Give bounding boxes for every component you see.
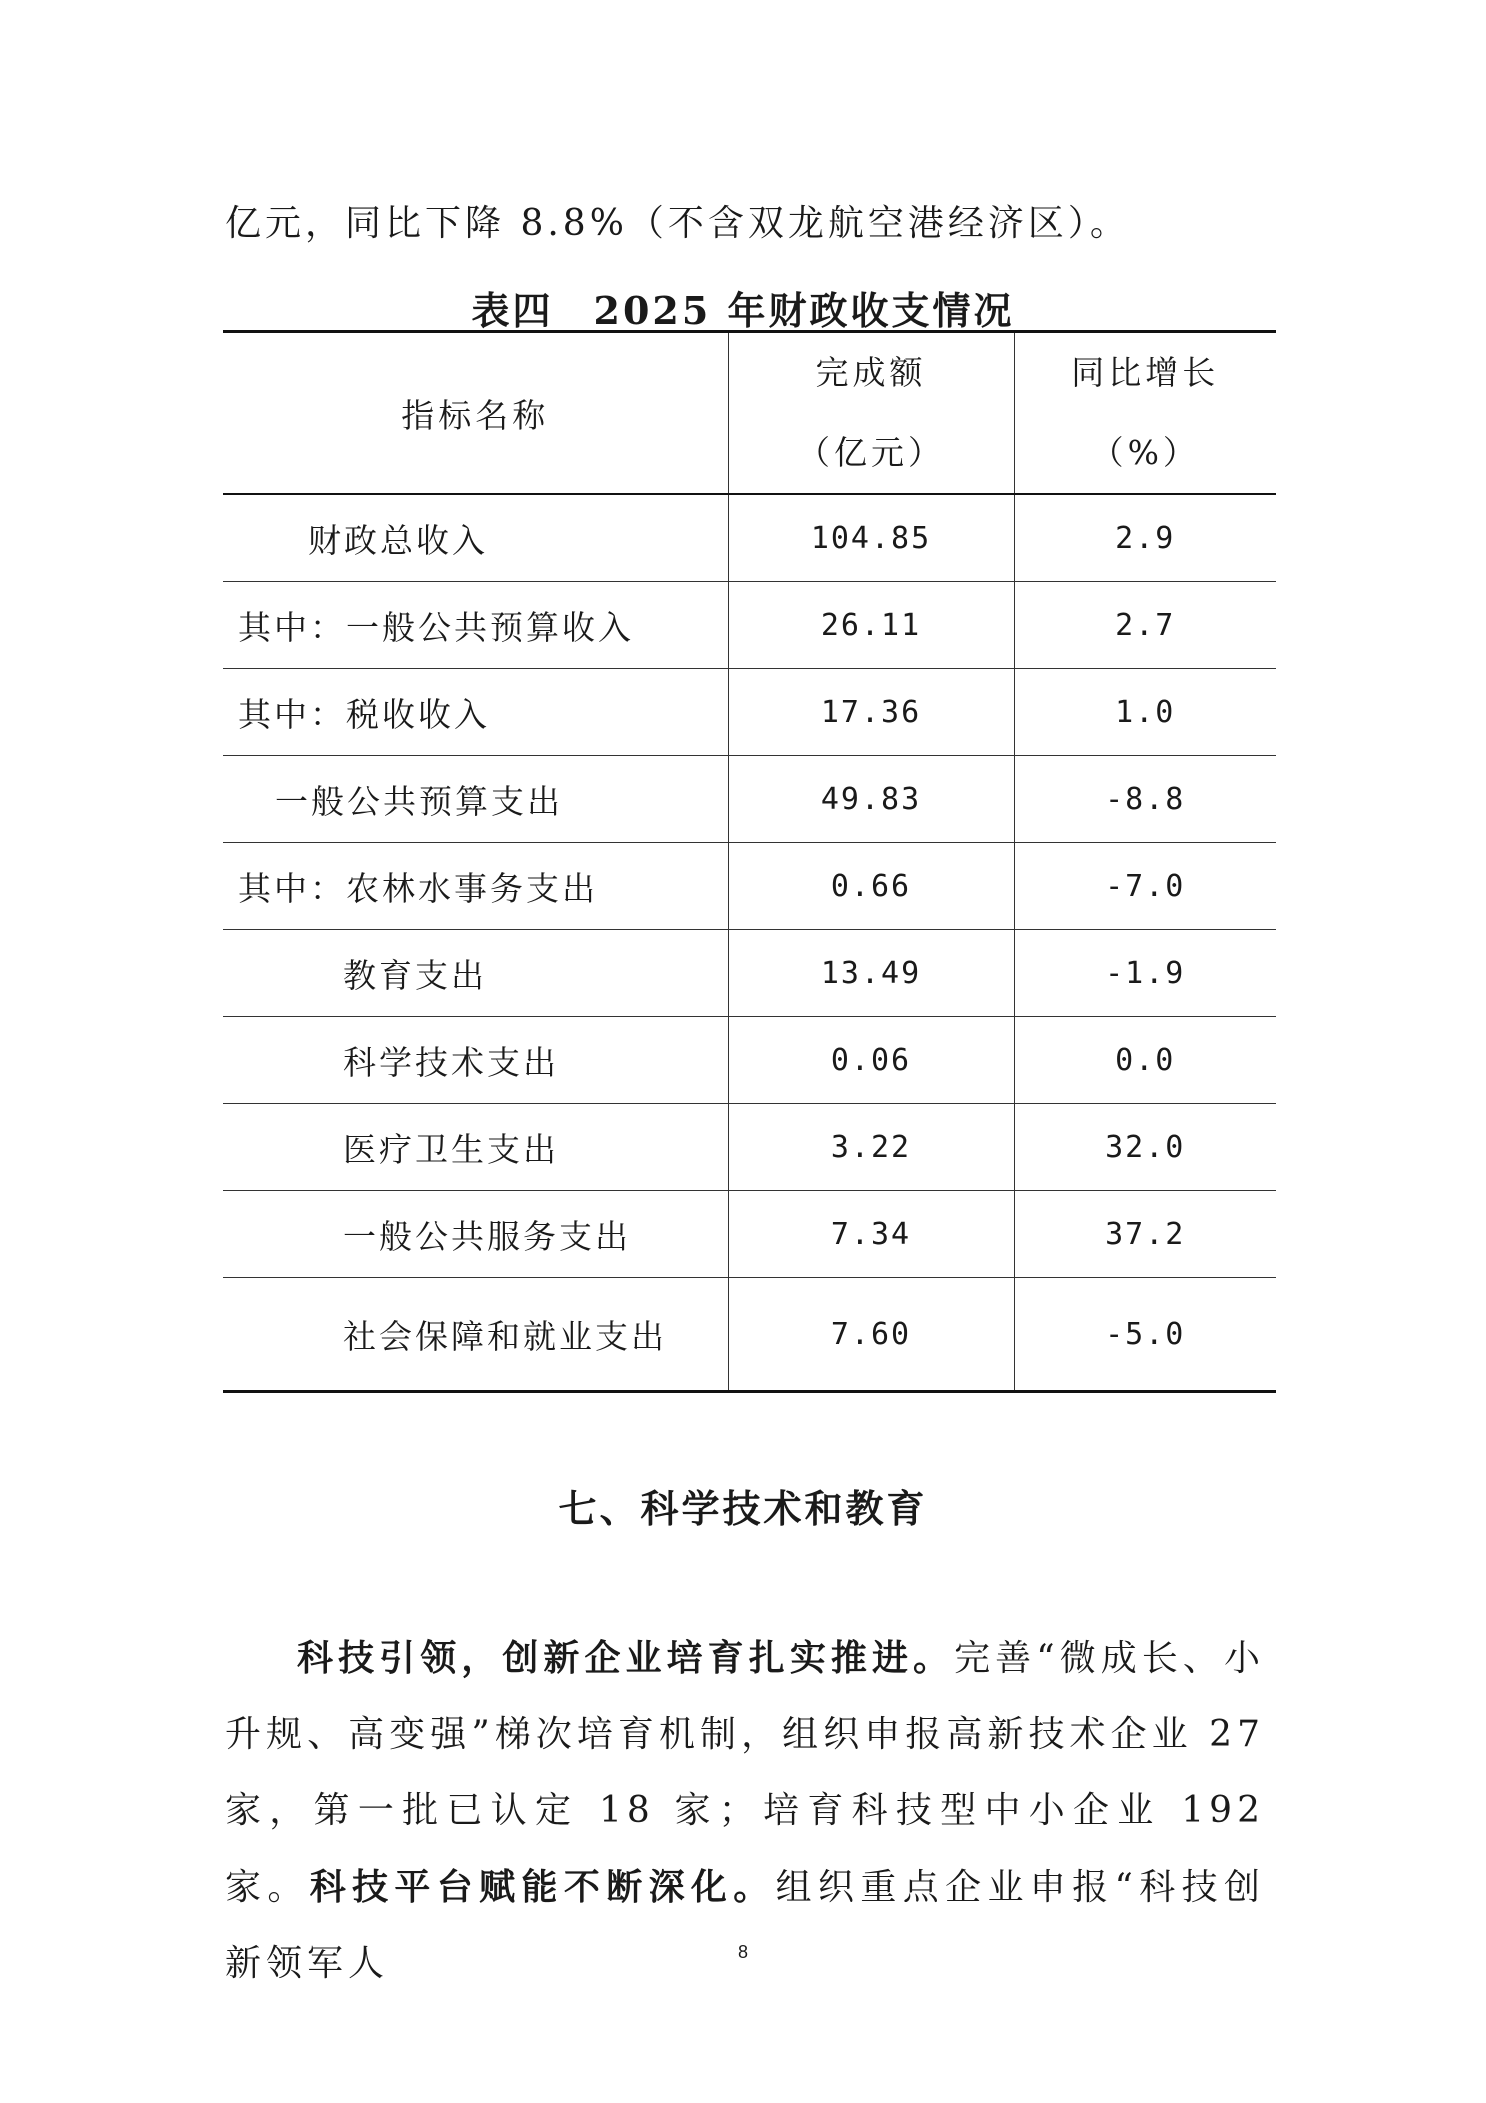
- paragraph-text: 完善“微成长、小升规、高变强”梯次培育机制，组织申报高新技术企业 27 家，第一批已认定 18 家；培育科技型中小企业 192 家。: [225, 1638, 1265, 1908]
- row-name: 其中：税收收入: [223, 669, 728, 756]
- header-indicator-name: 指标名称: [223, 332, 728, 495]
- row-name: 一般公共服务支出: [223, 1191, 728, 1278]
- table-row: [223, 1017, 1276, 1104]
- table-row: [223, 582, 1276, 669]
- row-growth: -5.0: [1014, 1278, 1276, 1392]
- continued-text-line: 亿元，同比下降 8.8%（不含双龙航空港经济区）。: [225, 203, 1130, 244]
- row-name: 社会保障和就业支出: [223, 1278, 728, 1392]
- row-amount: 13.49: [728, 930, 1014, 1017]
- row-growth: -1.9: [1014, 930, 1276, 1017]
- table-title-text: 2025 年财政收支情况: [593, 288, 1015, 333]
- table-row: [223, 756, 1276, 843]
- row-growth: 0.0: [1014, 1017, 1276, 1104]
- header-growth: [1014, 332, 1276, 495]
- section-heading: 七、科学技术和教育: [558, 1486, 928, 1531]
- paragraph-lead-bold: 科技引领，创新企业培育扎实推进。: [297, 1637, 955, 1679]
- header-amount: [728, 332, 1014, 495]
- row-amount: 104.85: [728, 494, 1014, 582]
- row-growth: 2.7: [1014, 582, 1276, 669]
- row-amount: 7.34: [728, 1191, 1014, 1278]
- table-title: [0, 280, 1486, 335]
- row-growth: 37.2: [1014, 1191, 1276, 1278]
- table-row: [223, 930, 1276, 1017]
- row-name: 其中：一般公共预算收入: [223, 582, 728, 669]
- fiscal-table: [223, 330, 1276, 1393]
- row-amount: 3.22: [728, 1104, 1014, 1191]
- table-title-number: 表四: [471, 288, 554, 333]
- paragraph-text: 组织重点企业申报“科技创新领军人: [225, 1867, 1265, 1984]
- row-amount: 0.66: [728, 843, 1014, 930]
- row-growth: 32.0: [1014, 1104, 1276, 1191]
- row-amount: 49.83: [728, 756, 1014, 843]
- header-growth-unit: （%）: [1090, 433, 1200, 472]
- table-header-row: [223, 332, 1276, 495]
- header-growth-label: 同比增长: [1071, 353, 1220, 392]
- row-growth: 1.0: [1014, 669, 1276, 756]
- table-row: [223, 669, 1276, 756]
- row-amount: 0.06: [728, 1017, 1014, 1104]
- row-amount: 7.60: [728, 1278, 1014, 1392]
- row-name: 一般公共预算支出: [223, 756, 728, 843]
- row-name: 财政总收入: [223, 494, 728, 582]
- table-row: [223, 1191, 1276, 1278]
- table-row: [223, 843, 1276, 930]
- header-amount-label: 完成额: [815, 353, 927, 392]
- row-growth: -8.8: [1014, 756, 1276, 843]
- row-name: 医疗卫生支出: [223, 1104, 728, 1191]
- row-name: 其中：农林水事务支出: [223, 843, 728, 930]
- row-name: 科学技术支出: [223, 1017, 728, 1104]
- table-row: [223, 1278, 1276, 1392]
- row-amount: 17.36: [728, 669, 1014, 756]
- paragraph-bold-phrase: 科技平台赋能不断深化。: [309, 1866, 776, 1908]
- row-growth: -7.0: [1014, 843, 1276, 930]
- table-row: [223, 1104, 1276, 1191]
- row-amount: 26.11: [728, 582, 1014, 669]
- header-amount-unit: （亿元）: [797, 433, 945, 472]
- row-growth: 2.9: [1014, 494, 1276, 582]
- row-name: 教育支出: [223, 930, 728, 1017]
- page-number: 8: [737, 1942, 748, 1962]
- table-row: [223, 494, 1276, 582]
